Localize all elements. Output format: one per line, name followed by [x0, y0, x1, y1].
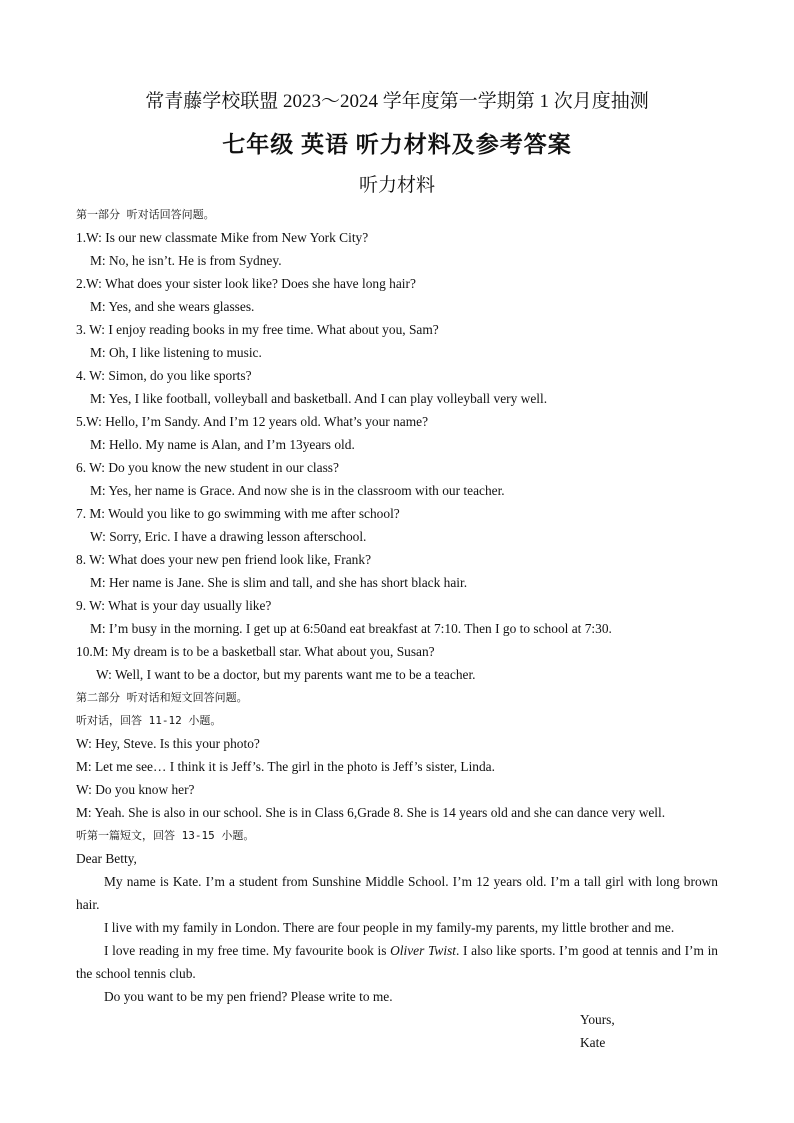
- letter-text: . I also like sports. I’m good at tennis and I’m in the school tennis club.: [76, 943, 718, 981]
- dialogue-line: 1.W: Is our new classmate Mike from New York City?: [76, 230, 369, 245]
- dialogue-line: 7. M: Would you like to go swimming with me after school?: [76, 506, 400, 521]
- dialogue-line: M: I’m busy in the morning. I get up at 6:50and eat breakfast at 7:10. Then I go to school at 7:30.: [90, 621, 612, 636]
- dialogue-line: M: Hello. My name is Alan, and I’m 13years old.: [90, 437, 355, 452]
- dialogue-line: 9. W: What is your day usually like?: [76, 598, 272, 613]
- letter-paragraph: [76, 939, 718, 985]
- dialogue-line: 2.W: What does your sister look like? Does she have long hair?: [76, 276, 416, 291]
- dialogue-line: W: Sorry, Eric. I have a drawing lesson afterschool.: [90, 529, 367, 544]
- letter-paragraph: Do you want to be my pen friend? Please write to me.: [104, 989, 393, 1004]
- letter-closing: Yours,: [580, 1012, 615, 1027]
- book-title: Oliver Twist: [390, 943, 457, 958]
- passage-heading: 听第一篇短文，回答 13-15 小题。: [76, 829, 255, 842]
- dialogue-line: M: Her name is Jane. She is slim and tall, and she has short black hair.: [90, 575, 468, 590]
- dialogue-line: M: Yes, her name is Grace. And now she is in the classroom with our teacher.: [90, 483, 505, 498]
- listening-material: [76, 203, 718, 1054]
- section-title: 听力材料: [358, 175, 435, 196]
- dialogue-line: M: Oh, I like listening to music.: [90, 345, 262, 360]
- letter-greeting: Dear Betty,: [76, 851, 137, 866]
- dialogue-line: 3. W: I enjoy reading books in my free time. What about you, Sam?: [76, 322, 439, 337]
- dialogue-heading: 听对话，回答 11-12 小题。: [76, 714, 222, 727]
- dialogue-line: W: Do you know her?: [76, 782, 195, 797]
- dialogue-line: M: Yes, I like football, volleyball and basketball. And I can play volleyball very well.: [90, 391, 548, 406]
- dialogue-line: M: No, he isn’t. He is from Sydney.: [90, 253, 282, 268]
- part1-heading: 第一部分 听对话回答问题。: [76, 208, 215, 221]
- dialogue-line: 6. W: Do you know the new student in our class?: [76, 460, 339, 475]
- exam-subtitle: 七年级 英语 听力材料及参考答案: [222, 132, 572, 157]
- part2-heading: 第二部分 听对话和短文回答问题。: [76, 691, 248, 704]
- dialogue-line: 5.W: Hello, I’m Sandy. And I’m 12 years old. What’s your name?: [76, 414, 429, 429]
- dialogue-line: 4. W: Simon, do you like sports?: [76, 368, 252, 383]
- letter-signature: Kate: [580, 1035, 606, 1050]
- dialogue-line: M: Let me see… I think it is Jeff’s. The girl in the photo is Jeff’s sister, Linda.: [76, 759, 495, 774]
- dialogue-line: 8. W: What does your new pen friend look like, Frank?: [76, 552, 372, 567]
- letter-paragraph: I live with my family in London. There are four people in my family-my parents, my little brother and me.: [104, 920, 675, 935]
- dialogue-line: W: Well, I want to be a doctor, but my parents want me to be a teacher.: [96, 667, 476, 682]
- dialogue-line: M: Yes, and she wears glasses.: [90, 299, 255, 314]
- dialogue-line: M: Yeah. She is also in our school. She is in Class 6,Grade 8. She is 14 years old and she can dance very well.: [76, 805, 666, 820]
- exam-title: 常青藤学校联盟 2023～2024 学年度第一学期第 1 次月度抽测: [145, 91, 649, 112]
- dialogue-line: 10.M: My dream is to be a basketball star. What about you, Susan?: [76, 644, 435, 659]
- dialogue-line: W: Hey, Steve. Is this your photo?: [76, 736, 260, 751]
- letter-paragraph: My name is Kate. I’m a student from Sunshine Middle School. I’m 12 years old. I’m a tall girl with long brown hair.: [76, 874, 718, 912]
- letter-text: I love reading in my free time. My favourite book is: [104, 943, 391, 958]
